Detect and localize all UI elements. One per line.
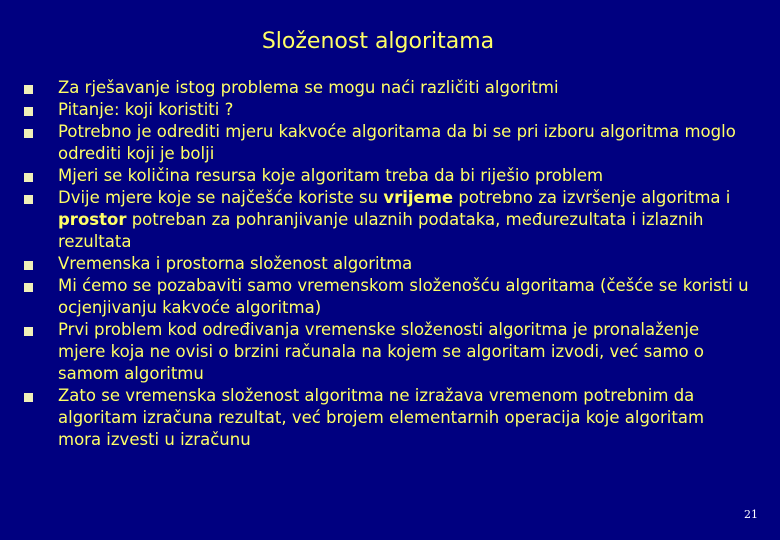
bullet-text: Prvi problem kod određivanja vremenske složenosti algoritma je pronalaženje mjere koja ne ovisi o brzini računala na kojem se algoritam izvodi, već samo o samom algoritmu bbox=[58, 320, 704, 383]
square-bullet-icon bbox=[24, 393, 33, 402]
square-bullet-icon bbox=[24, 85, 33, 94]
bullet-item bbox=[24, 385, 750, 451]
square-bullet-icon bbox=[24, 261, 33, 270]
bullet-item bbox=[24, 319, 750, 385]
bullet-item bbox=[24, 165, 750, 187]
bullet-text: Mjeri se količina resursa koje algoritam treba da bi riješio problem bbox=[58, 166, 604, 185]
square-bullet-icon bbox=[24, 327, 33, 336]
bullet-text: Potrebno je odrediti mjeru kakvoće algoritama da bi se pri izboru algoritma moglo odrediti koji je bolji bbox=[58, 122, 736, 163]
bullet-text-segment: Dvije mjere koje se najčešće koriste su bbox=[58, 188, 384, 207]
bullet-item bbox=[24, 77, 750, 99]
bullet-text: Zato se vremenska složenost algoritma ne izražava vremenom potrebnim da algoritam izračuna rezultat, već brojem elementarnih operacija koje algoritam mora izvesti u izračunu bbox=[58, 386, 705, 449]
square-bullet-icon bbox=[24, 283, 33, 292]
bullet-text: Mi ćemo se pozabaviti samo vremenskom složenošću algoritama (češće se koristi u ocjenjivanju kakvoće algoritma) bbox=[58, 276, 749, 317]
bullet-item bbox=[24, 121, 750, 165]
bullet-list bbox=[24, 77, 750, 451]
bullet-item bbox=[24, 99, 750, 121]
bold-term-time: vrijeme bbox=[383, 188, 454, 207]
bullet-text: Vremenska i prostorna složenost algoritma bbox=[58, 254, 413, 273]
bullet-text: Za rješavanje istog problema se mogu naći različiti algoritmi bbox=[58, 78, 559, 97]
bullet-item bbox=[24, 253, 750, 275]
square-bullet-icon bbox=[24, 195, 33, 204]
bullet-item bbox=[24, 275, 750, 319]
square-bullet-icon bbox=[24, 173, 33, 182]
square-bullet-icon bbox=[24, 129, 33, 138]
bullet-text: Pitanje: koji koristiti ? bbox=[58, 100, 234, 119]
slide-title: Složenost algoritama bbox=[261, 29, 495, 54]
bullet-text-segment: potreban za pohranjivanje ulaznih podataka, međurezultata i izlaznih rezultata bbox=[58, 210, 704, 251]
square-bullet-icon bbox=[24, 107, 33, 116]
bullet-item bbox=[24, 187, 750, 253]
bold-term-space: prostor bbox=[58, 210, 127, 229]
page-number: 21 bbox=[744, 508, 758, 521]
bullet-text-segment: potrebno za izvršenje algoritma i bbox=[453, 188, 731, 207]
